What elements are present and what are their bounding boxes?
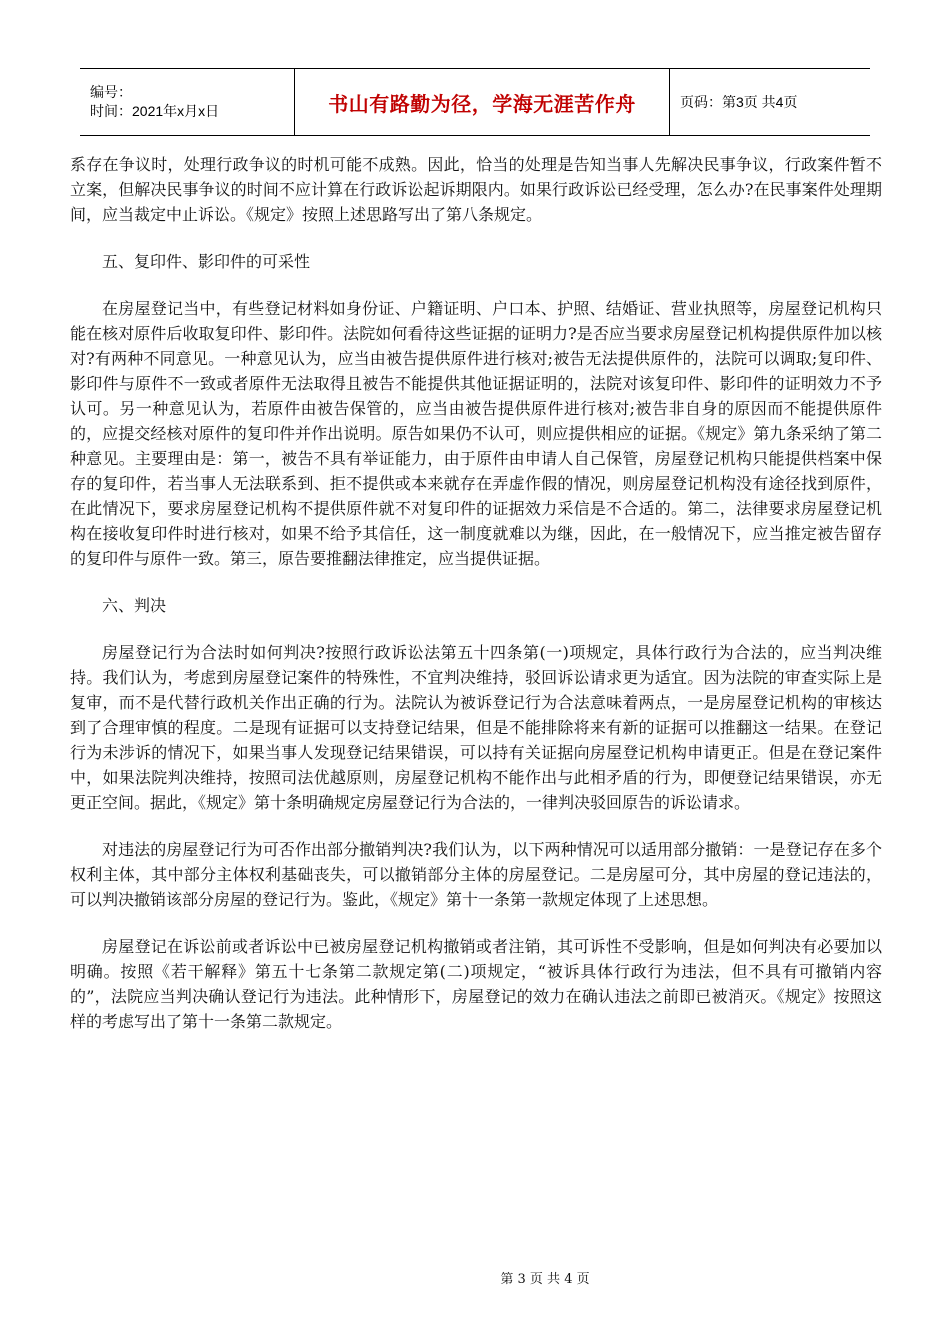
body-paragraph: 房屋登记行为合法时如何判决?按照行政诉讼法第五十四条第(一)项规定，具体行政行为合法的，应当判决维持。我们认为，考虑到房屋登记案件的特殊性，不宜判决维持，驳回诉讼请求更为适宜。因为法院的审查实际上是复审，而不是代替行政机关作出正确的行为。法院认为被诉登记行为合法意味着两点，一是房屋登记机构的审核达到了合理审慎的程度。二是现有证据可以支持登记结果，但是不能排除将来有新的证据可以推翻这一结果。在登记行为未涉诉的情况下，如果当事人发现登记结果错误，可以持有关证据向房屋登记机构申请更正。但是在登记案件中，如果法院判决维持，按照司法优越原则，房屋登记机构不能作出与此相矛盾的行为，即便登记结果错误，亦无更正空间。据此，《规定》第十条明确规定房屋登记行为合法的，一律判决驳回原告的诉讼请求。 bbox=[70, 643, 882, 812]
document-body bbox=[70, 152, 882, 1056]
body-paragraph: 对违法的房屋登记行为可否作出部分撤销判决?我们认为，以下两种情况可以适用部分撤销：一是登记存在多个权利主体，其中部分主体权利基础丧失，可以撤销部分主体的房屋登记。二是房屋可分，其中房屋的登记违法的，可以判决撤销该部分房屋的登记行为。鉴此，《规定》第十一条第一款规定体现了上述思想。 bbox=[70, 840, 882, 909]
document-number-label: 编号： bbox=[90, 84, 132, 100]
header-motto: 书山有路勤为径，学海无涯苦作舟 bbox=[328, 93, 636, 116]
section-heading-judgment: 六、判决 bbox=[102, 596, 167, 615]
body-paragraph-continued: 系存在争议时，处理行政争议的时机可能不成熟。因此，恰当的处理是告知当事人先解决民事争议，行政案件暂不立案，但解决民事争议的时间不应计算在行政诉讼起诉期限内。如果行政诉讼已经受理，怎么办?在民事案件处理期间，应当裁定中止诉讼。《规定》按照上述思路写出了第八条规定。 bbox=[70, 155, 882, 224]
page-header bbox=[80, 68, 870, 136]
document-time-label: 时间：2021年x月x日 bbox=[90, 103, 220, 119]
body-paragraph: 房屋登记在诉讼前或者诉讼中已被房屋登记机构撤销或者注销，其可诉性不受影响，但是如何判决有必要加以明确。按照《若干解释》第五十七条第二款规定第(二)项规定，“被诉具体行政行为违法，但不具有可撤销内容的”，法院应当判决确认登记行为违法。此种情形下，房屋登记的效力在确认违法之前即已被消灭。《规定》按照这样的考虑写出了第十一条第二款规定。 bbox=[70, 937, 882, 1031]
header-motto-cell bbox=[294, 69, 670, 135]
header-page-cell bbox=[670, 69, 870, 135]
body-paragraph: 在房屋登记当中，有些登记材料如身份证、户籍证明、户口本、护照、结婚证、营业执照等，房屋登记机构只能在核对原件后收取复印件、影印件。法院如何看待这些证据的证明力?是否应当要求房屋登记机构提供原件加以核对?有两种不同意见。一种意见认为，应当由被告提供原件进行核对;被告无法提供原件的，法院可以调取;复印件、影印件与原件不一致或者原件无法取得且被告不能提供其他证据证明的，法院对该复印件、影印件的证明效力不予认可。另一种意见认为，若原件由被告保管的，应当由被告提供原件进行核对;被告非自身的原因而不能提供原件的，应提交经核对原件的复印件并作出说明。原告如果仍不认可，则应提供相应的证据。《规定》第九条采纳了第二种意见。主要理由是：第一，被告不具有举证能力，由于原件由申请人自己保管，房屋登记机构只能提供档案中保存的复印件，若当事人无法联系到、拒不提供或本来就存在弄虚作假的情况，则房屋登记机构没有途径找到原件，在此情况下，要求房屋登记机构不提供原件就不对复印件的证据效力采信是不合适的。第二，法律要求房屋登记机构在接收复印件时进行核对，如果不给予其信任，这一制度就难以为继，因此，在一般情况下，应当推定被告留存的复印件与原件一致。第三，原告要推翻法律推定，应当提供证据。 bbox=[70, 299, 882, 568]
header-meta bbox=[80, 69, 294, 135]
section-heading-copies: 五、复印件、影印件的可采性 bbox=[102, 252, 311, 271]
page-footer bbox=[0, 1268, 950, 1287]
footer-page-number: 第 3 页 共 4 页 bbox=[500, 1272, 590, 1287]
header-page-label: 页码：第3页 共4页 bbox=[680, 94, 798, 110]
